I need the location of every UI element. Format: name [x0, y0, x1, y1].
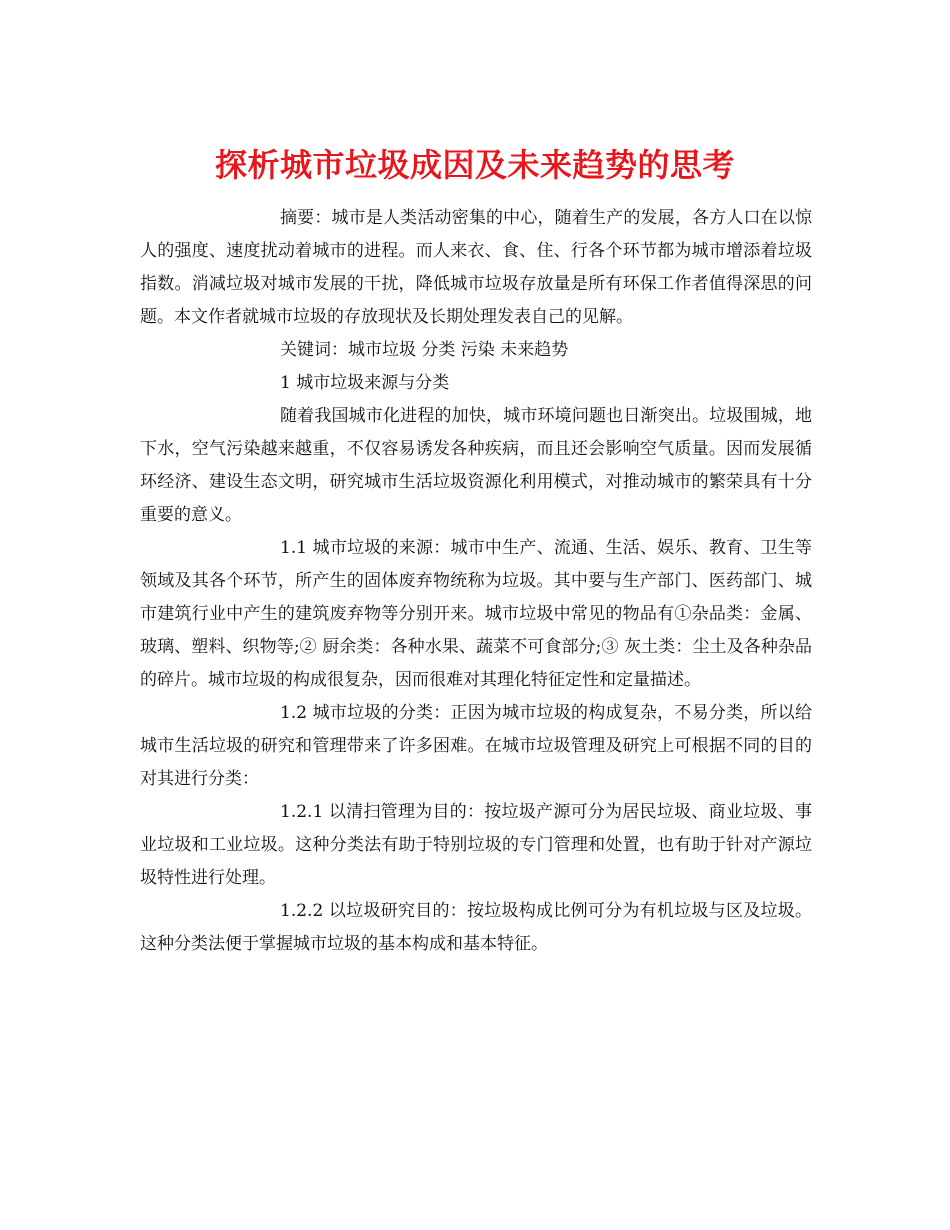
body-paragraph: 1.1 城市垃圾的来源：城市中生产、流通、生活、娱乐、教育、卫生等领域及其各个环节，所产生的固体废弃物统称为垃圾。其中要与生产部门、医药部门、城市建筑行业中产生的建筑废弃物等分别开来。城市垃圾中常见的物品有①杂品类：金属、玻璃、塑料、织物等;② 厨余类：各种水果、蔬菜不可食部分;③ 灰土类：尘土及各种杂品的碎片。城市垃圾的构成很复杂，因而很难对其理化特征定性和定量描述。 — [140, 538, 812, 690]
document-body — [140, 202, 812, 961]
body-paragraph: 1.2 城市垃圾的分类：正因为城市垃圾的构成复杂，不易分类，所以给城市生活垃圾的研究和管理带来了许多困难。在城市垃圾管理及研究上可根据不同的目的对其进行分类： — [140, 703, 812, 789]
abstract-paragraph: 摘要：城市是人类活动密集的中心，随着生产的发展，各方人口在以惊人的强度、速度扰动着城市的进程。而人来衣、食、住、行各个环节都为城市增添着垃圾指数。消减垃圾对城市发展的干扰，降低城市垃圾存放量是所有环保工作者值得深思的问题。本文作者就城市垃圾的存放现状及长期处理发表自己的见解。 — [140, 208, 812, 327]
section-heading-1: 1 城市垃圾来源与分类 — [280, 373, 450, 393]
body-paragraph: 随着我国城市化进程的加快，城市环境问题也日渐突出。垃圾围城，地下水，空气污染越来越重，不仅容易诱发各种疾病，而且还会影响空气质量。因而发展循环经济、建设生态文明，研究城市生活垃圾资源化利用模式，对推动城市的繁荣具有十分重要的意义。 — [140, 406, 812, 525]
document-title: 探析城市垃圾成因及未来趋势的思考 — [214, 146, 735, 185]
body-paragraph: 1.2.1 以清扫管理为目的：按垃圾产源可分为居民垃圾、商业垃圾、事业垃圾和工业垃圾。这种分类法有助于特别垃圾的专门管理和处置，也有助于针对产源垃圾特性进行处理。 — [140, 802, 812, 888]
keywords-paragraph: 关键词：城市垃圾 分类 污染 未来趋势 — [280, 340, 569, 360]
body-paragraph: 1.2.2 以垃圾研究目的：按垃圾构成比例可分为有机垃圾与区及垃圾。这种分类法便于掌握城市垃圾的基本构成和基本特征。 — [140, 901, 812, 954]
